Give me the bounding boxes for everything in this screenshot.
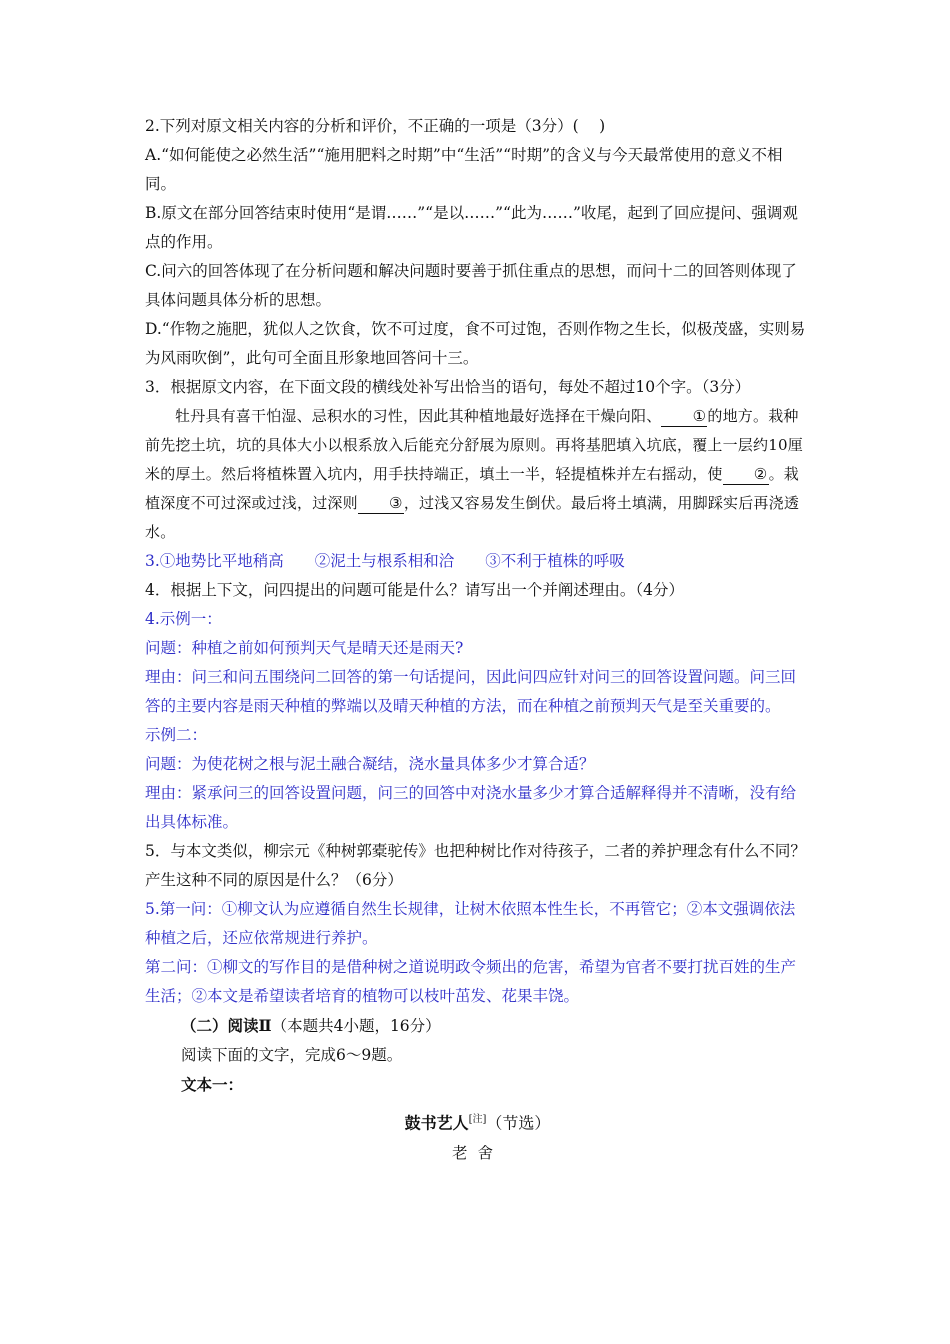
q3-answer-2: ②泥土与根系相和洽 xyxy=(314,552,455,570)
section-heading xyxy=(145,1011,810,1041)
q3-passage xyxy=(145,402,810,547)
q3-passage-part3: 。栽植深度不可过深或过浅，过深则 xyxy=(145,465,800,512)
q3-answer-3: ③不利于植株的呼吸 xyxy=(485,552,625,570)
article-title xyxy=(145,1105,810,1138)
article-title-suffix: （节选） xyxy=(486,1113,551,1133)
q4-example2-question: 问题：为使花树之根与泥土融合凝结，浇水量具体多少才算合适？ xyxy=(145,755,595,773)
q4-example1-reason: 理由：问三和问五围绕问二回答的第一句话提问，因此问四应针对问三的回答设置问题。问三回答的主要内容是雨天种植的弊端以及晴天种植的方法，而在种植之前预判天气是至关重要的。 xyxy=(145,668,797,715)
section-heading-title: （二）阅读Ⅱ xyxy=(181,1016,272,1035)
q3-answer-1: 3.①地势比平地稍高 xyxy=(145,552,284,570)
q3-stem: 3．根据原文内容，在下面文段的横线处补写出恰当的语句，每处不超过10个字。（3分） xyxy=(145,378,751,396)
article-title-note: [注] xyxy=(468,1114,487,1125)
article-author: 老舍 xyxy=(451,1144,503,1163)
q3-passage-part2: 的地方。栽种前先挖土坑，坑的具体大小以根系放入后能充分舒展为原则。再将基肥填入坑底，覆上一层约10厘米的厚土。然后将植株置入坑内，用手扶持端正，填土一半，轻提植株并左右摇动，使 xyxy=(145,407,803,483)
q4-example1-label: 4.示例一： xyxy=(145,610,222,628)
q5-answer-part2: 第二问：①柳文的写作目的是借种树之道说明政令频出的危害，希望为官者不要打扰百姓的生产生活；②本文是希望读者培育的植物可以枝叶茁发、花果丰饶。 xyxy=(145,958,797,1005)
q2-option-a: A.“如何能使之必然生活”“施用肥料之时期”中“生活”“时期”的含义与今天最常使用的意义不相同。 xyxy=(145,146,783,193)
q3-answer xyxy=(145,547,810,576)
q5-stem: 5．与本文类似，柳宗元《种树郭橐驼传》也把种树比作对待孩子，二者的养护理念有什么不同？产生这种不同的原因是什么？（6分） xyxy=(145,842,806,889)
q3-passage-part4: ，过浅又容易发生倒伏。最后将土填满，用脚踩实后再浇透水。 xyxy=(145,494,800,541)
q2-option-d: D.“作物之施肥，犹似人之饮食，饮不可过度，食不可过饱，否则作物之生长，似极茂盛，实则易为风雨吹倒”，此句可全面且形象地回答问十三。 xyxy=(145,320,806,367)
text1-label: 文本一： xyxy=(181,1075,244,1094)
q4-example1-question: 问题：种植之前如何预判天气是晴天还是雨天? xyxy=(145,639,464,657)
q2-option-b: B.原文在部分回答结束时使用“是谓……”“是以……”“此为……”收尾，起到了回应提问、强调观点的作用。 xyxy=(145,204,798,251)
q4-example2-reason: 理由：紧承问三的回答设置问题，问三的回答中对浇水量多少才算合适解释得并不清晰，没有给出具体标准。 xyxy=(145,784,797,831)
q5-answer-part1: 5.第一问：①柳文认为应遵循自然生长规律，让树木依照本性生长，不再管它；②本文强调依法种植之后，还应依常规进行养护。 xyxy=(145,900,796,947)
section-instruction: 阅读下面的文字，完成6～9题。 xyxy=(181,1046,403,1064)
article-title-text: 鼓书艺人 xyxy=(404,1113,469,1133)
q2-option-c: C.问六的回答体现了在分析问题和解决问题时要善于抓住重点的思想，而问十二的回答则体现了具体问题具体分析的思想。 xyxy=(145,262,797,309)
q3-passage-part1: 牡丹具有喜干怕湿、忌积水的习性，因此其种植地最好选择在干燥向阳、 xyxy=(175,407,662,425)
q3-blank-2: ② xyxy=(723,464,769,485)
q4-example2-label: 示例二： xyxy=(145,726,208,744)
q3-blank-1: ① xyxy=(661,406,707,427)
section-heading-note: （本题共4小题，16分） xyxy=(271,1017,441,1035)
q4-stem: 4．根据上下文，问四提出的问题可能是什么？请写出一个并阐述理由。（4分） xyxy=(145,581,684,599)
document-page xyxy=(145,112,810,1168)
q3-blank-3: ③ xyxy=(358,493,404,514)
q2-stem: 2.下列对原文相关内容的分析和评价，不正确的一项是（3分）( ) xyxy=(145,117,606,135)
